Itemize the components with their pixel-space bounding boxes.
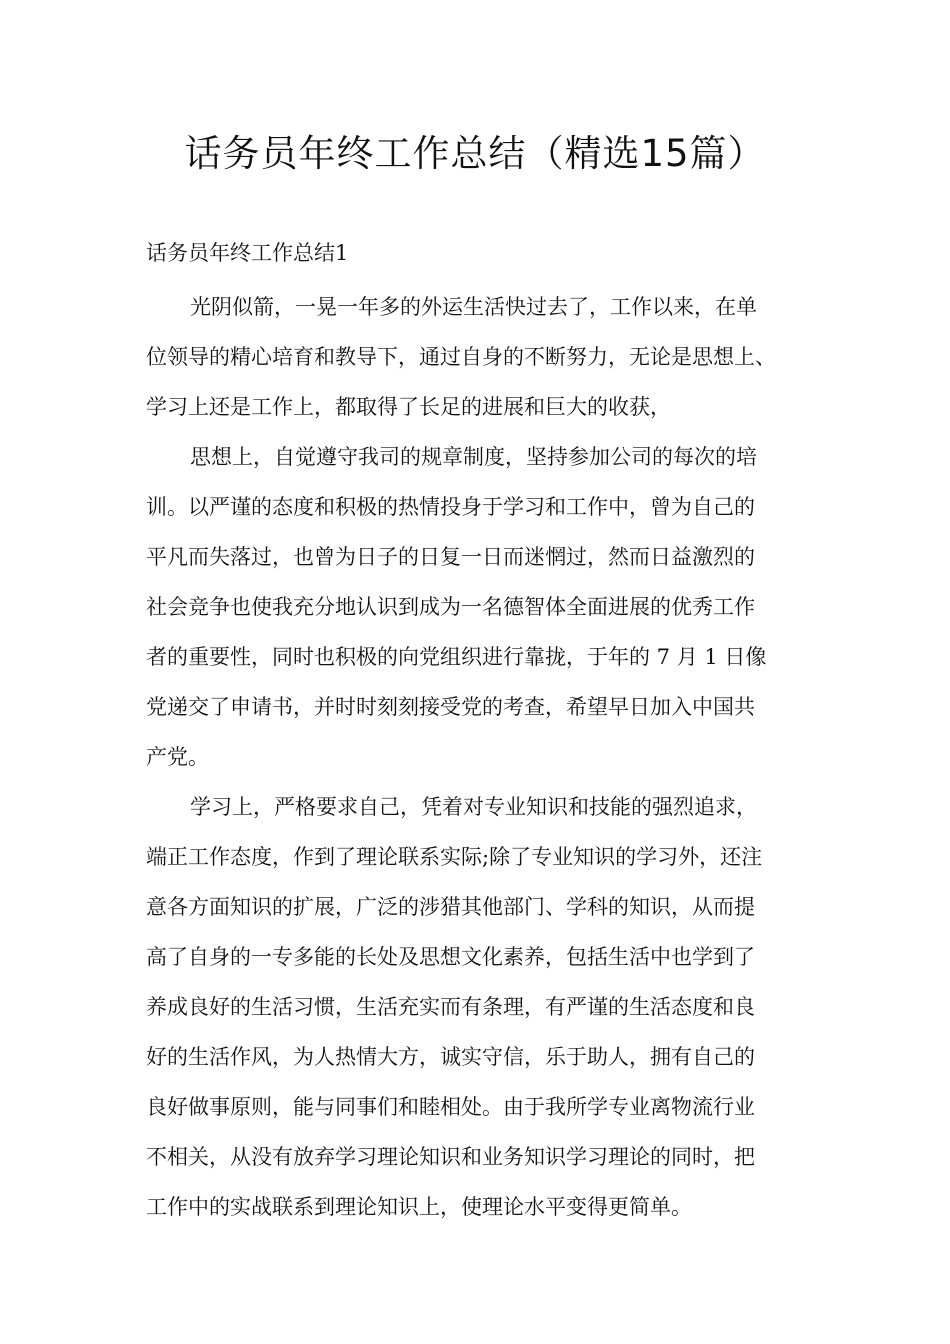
paragraph-line: 良好做事原则，能与同事们和睦相处。由于我所学专业离物流行业 [146, 1095, 755, 1119]
document-title: 话务员年终工作总结（精选15篇） [184, 132, 766, 175]
paragraph-line: 光阴似箭，一晃一年多的外运生活快过去了，工作以来，在单 [190, 295, 757, 319]
paragraph-line: 工作中的实战联系到理论知识上，使理论水平变得更简单。 [146, 1195, 692, 1219]
paragraph-line: 位领导的精心培育和教导下，通过自身的不断努力，无论是思想上、 [146, 345, 776, 369]
paragraph-line: 思想上，自觉遵守我司的规章制度，坚持参加公司的每次的培 [190, 445, 757, 469]
paragraph-line: 平凡而失落过，也曾为日子的日复一日而迷惘过，然而日益激烈的 [146, 545, 755, 569]
document-body [146, 232, 810, 1232]
paragraph-line: 党递交了申请书，并时时刻刻接受党的考查，希望早日加入中国共 [146, 695, 755, 719]
paragraph-line: 不相关，从没有放弃学习理论知识和业务知识学习理论的同时，把 [146, 1145, 755, 1169]
paragraph-1 [146, 282, 810, 432]
paragraph-line: 学习上，严格要求自己，凭着对专业知识和技能的强烈追求， [190, 795, 757, 819]
paragraph-2 [146, 432, 810, 782]
paragraph-line: 学习上还是工作上，都取得了长足的进展和巨大的收获， [146, 395, 671, 419]
paragraph-line: 社会竞争也使我充分地认识到成为一名德智体全面进展的优秀工作 [146, 595, 755, 619]
paragraph-line: 养成良好的生活习惯，生活充实而有条理，有严谨的生活态度和良 [146, 995, 755, 1019]
paragraph-3 [146, 782, 810, 1232]
paragraph-line: 意各方面知识的扩展，广泛的涉猎其他部门、学科的知识，从而提 [146, 895, 755, 919]
paragraph-line: 端正工作态度，作到了理论联系实际;除了专业知识的学习外，还注 [146, 845, 763, 869]
paragraph-line: 产党。 [146, 745, 209, 769]
paragraph-line: 好的生活作风，为人热情大方，诚实守信，乐于助人，拥有自己的 [146, 1045, 755, 1069]
paragraph-line: 训。以严谨的态度和积极的热情投身于学习和工作中，曾为自己的 [146, 495, 755, 519]
section-heading: 话务员年终工作总结1 [146, 241, 349, 265]
paragraph-line: 者的重要性，同时也积极的向党组织进行靠拢，于年的 7 月 1 日像 [146, 645, 767, 669]
paragraph-line: 高了自身的一专多能的长处及思想文化素养，包括生活中也学到了 [146, 945, 755, 969]
